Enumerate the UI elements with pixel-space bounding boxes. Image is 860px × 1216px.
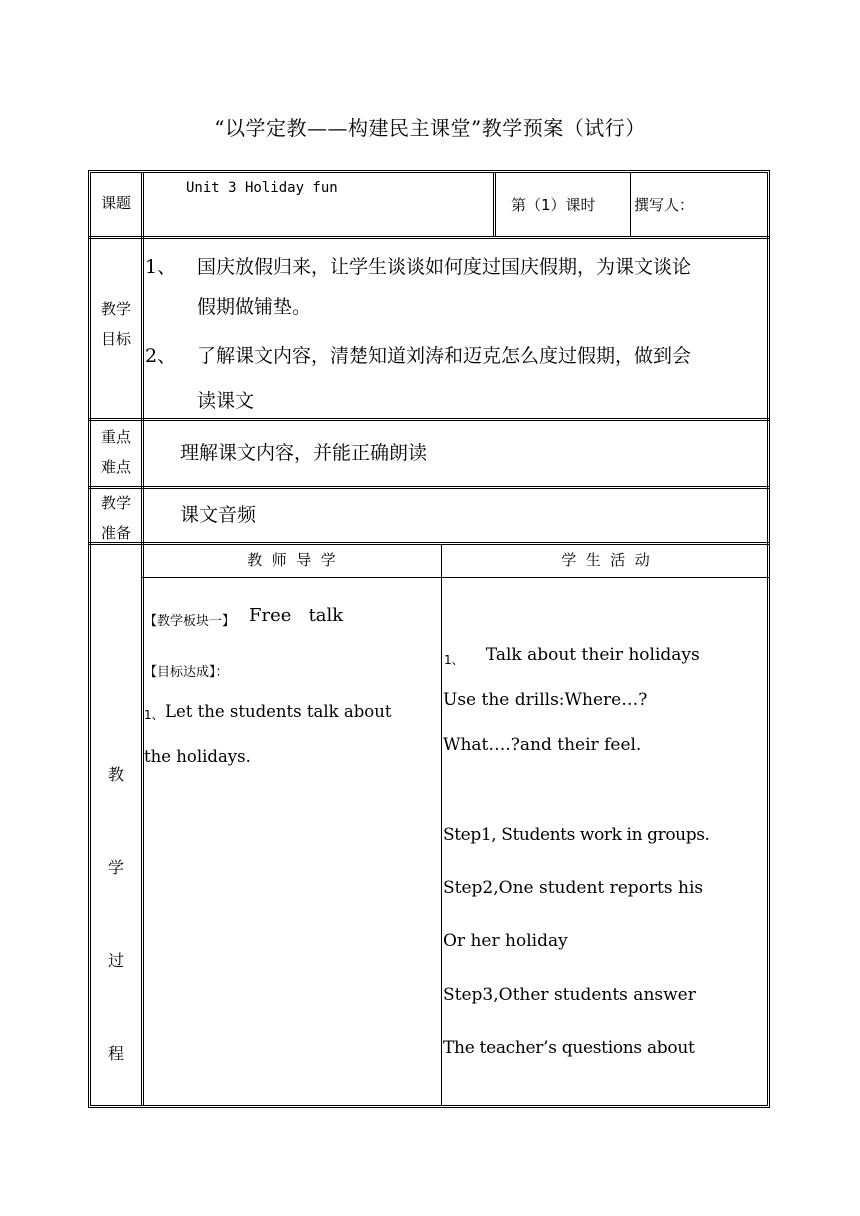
student-activity-line: Step1, Students work in groups. [443, 825, 710, 845]
period-column-divider [493, 172, 496, 237]
teacher-module-title: Free talk [249, 605, 344, 626]
period-label: 第（1）课时 [511, 196, 596, 214]
row-divider [88, 486, 770, 489]
goals-label-line2: 目标 [100, 330, 131, 348]
goal-item-text: 假期做铺垫。 [197, 296, 312, 318]
goal-item-number: 1、 [145, 256, 177, 278]
goals-label [90, 294, 142, 354]
row-divider [88, 236, 770, 239]
teacher-column-header: 教 师 导 学 [247, 551, 336, 569]
process-label-char: 程 [108, 1044, 125, 1063]
teacher-step-text: the holidays. [144, 747, 251, 766]
student-column-header: 学 生 活 动 [561, 551, 650, 569]
lesson-plan-table [88, 170, 770, 1108]
focus-label [90, 422, 142, 482]
process-label-char: 学 [108, 858, 125, 877]
focus-label-line2: 难点 [100, 458, 131, 476]
student-activity-line: What….?and their feel. [443, 735, 642, 755]
goal-item-text: 读课文 [197, 390, 255, 412]
teacher-goal-tag: 【目标达成】： [144, 665, 229, 680]
goals-label-line1: 教学 [100, 300, 131, 318]
focus-value: 理解课文内容，并能正确朗读 [180, 442, 428, 464]
author-column-divider [630, 172, 631, 237]
goal-item-number: 2、 [145, 345, 177, 367]
process-label-char: 教 [108, 765, 125, 784]
teacher-module-tag: 【教学板块一】 [144, 614, 236, 629]
prep-label-line2: 准备 [100, 524, 131, 542]
prep-label-line1: 教学 [100, 494, 131, 512]
author-label: 撰写人： [634, 196, 695, 214]
student-activity-line: Use the drills:Where…? [443, 690, 648, 710]
teacher-step-text: Let the students talk about [165, 702, 392, 721]
goal-item-text: 了解课文内容，清楚知道刘涛和迈克怎么度过假期，做到会 [197, 345, 692, 367]
student-activity-line: Step3,Other students answer [443, 985, 696, 1005]
student-item-text: Talk about their holidays [475, 645, 700, 665]
prep-value: 课文音频 [180, 504, 257, 526]
topic-label: 课题 [100, 194, 131, 212]
header-divider [142, 577, 769, 578]
row-divider [88, 542, 770, 545]
topic-value: Unit 3 Holiday fun [186, 180, 338, 196]
process-label-char: 过 [108, 951, 125, 970]
student-activity-line: Step2,One student reports his [443, 878, 704, 898]
student-item-number: 1、 [444, 653, 464, 667]
row-divider [88, 418, 770, 421]
prep-label [90, 488, 142, 548]
process-column-divider [441, 544, 442, 1106]
goal-item-text: 国庆放假归来，让学生谈谈如何度过国庆假期，为课文谈论 [197, 256, 692, 278]
student-activity-line: Or her holiday [443, 931, 568, 951]
focus-label-line1: 重点 [100, 428, 131, 446]
student-activity-line: The teacher’s questions about [443, 1038, 695, 1058]
page-title: “以学定教——构建民主课堂”教学预案（试行） [214, 116, 646, 140]
teacher-step-number: 1、 [144, 708, 164, 722]
